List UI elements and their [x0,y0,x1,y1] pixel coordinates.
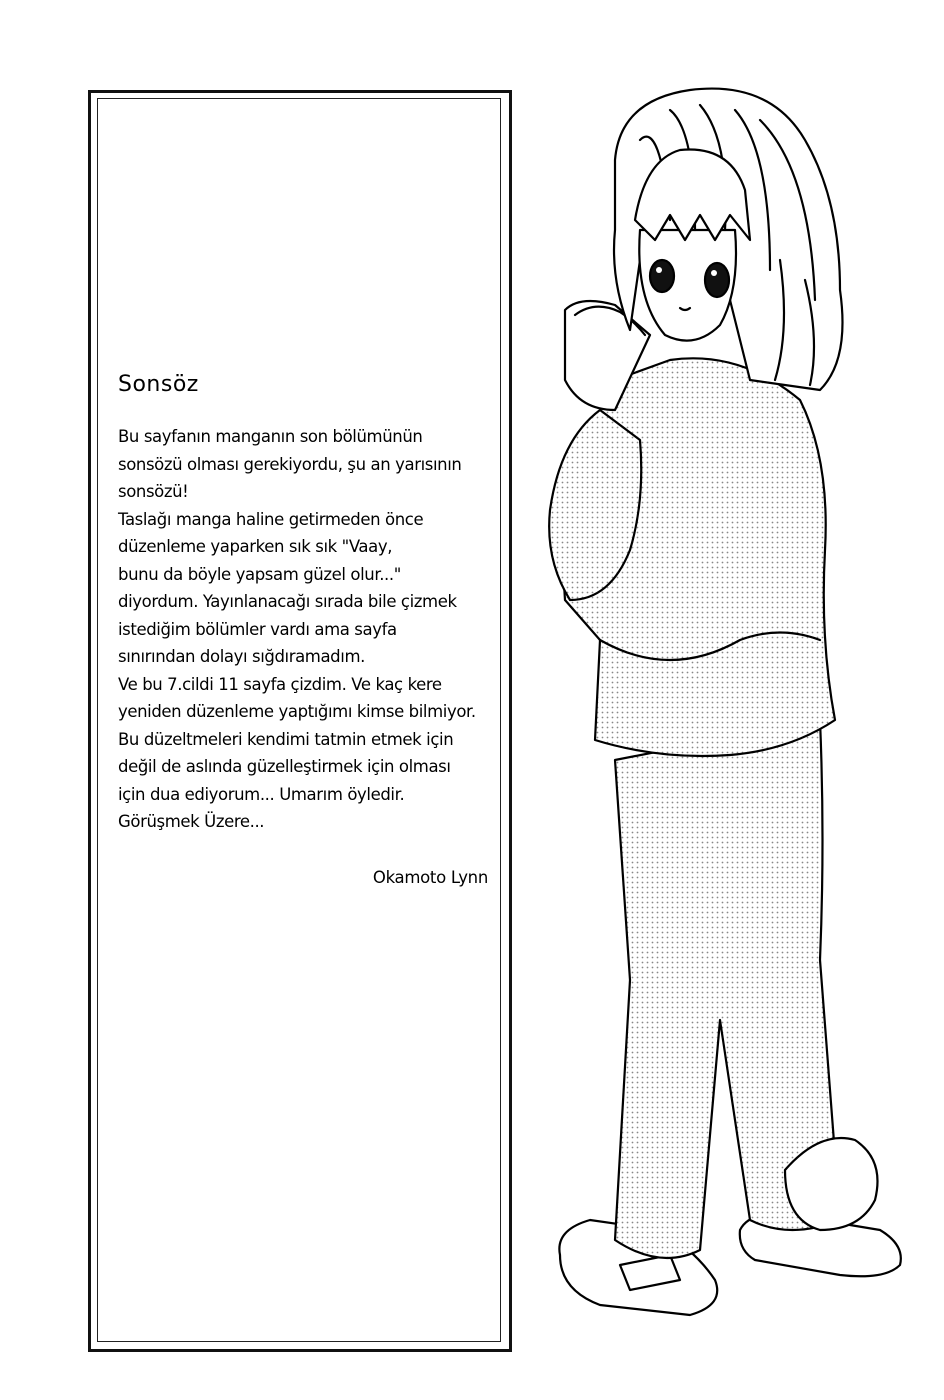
afterword-line: istediğim bölümler vardı ama sayfa [118,619,397,639]
afterword-line: düzenleme yaparken sık sık "Vaay, [118,537,393,556]
afterword-line: değil de aslında güzelleştirmek için olması [118,757,451,776]
girl-illustration-icon [520,80,920,1340]
afterword-line: Taslağı manga haline getirmeden önce [118,509,424,529]
afterword-line: bunu da böyle yapsam güzel olur..." [118,564,401,584]
afterword-line: için dua ediyorum... Umarım öyledir. [118,784,405,804]
afterword-line: Bu sayfanın manganın son bölümünün [118,427,423,446]
afterword-text-block [118,372,498,836]
author-signature: Okamoto Lynn [372,868,488,887]
afterword-line: diyordum. Yayınlanacağı sırada bile çizmek [118,592,457,611]
afterword-line: yeniden düzenleme yaptığımı kimse bilmiyor. [118,702,476,721]
afterword-line: sonsözü olması gerekiyordu, şu an yarısının [118,454,462,474]
afterword-line: sınırından dolayı sığdıramadım. [118,647,365,666]
afterword-line: sonsözü! [118,482,189,501]
afterword-line: Görüşmek Üzere... [118,812,265,831]
afterword-title: Sonsöz [118,372,199,397]
afterword-line: Bu düzeltmeleri kendimi tatmin etmek için [118,729,454,749]
afterword-line: Ve bu 7.cildi 11 sayfa çizdim. Ve kaç kere [118,674,442,694]
afterword-body [118,423,498,836]
